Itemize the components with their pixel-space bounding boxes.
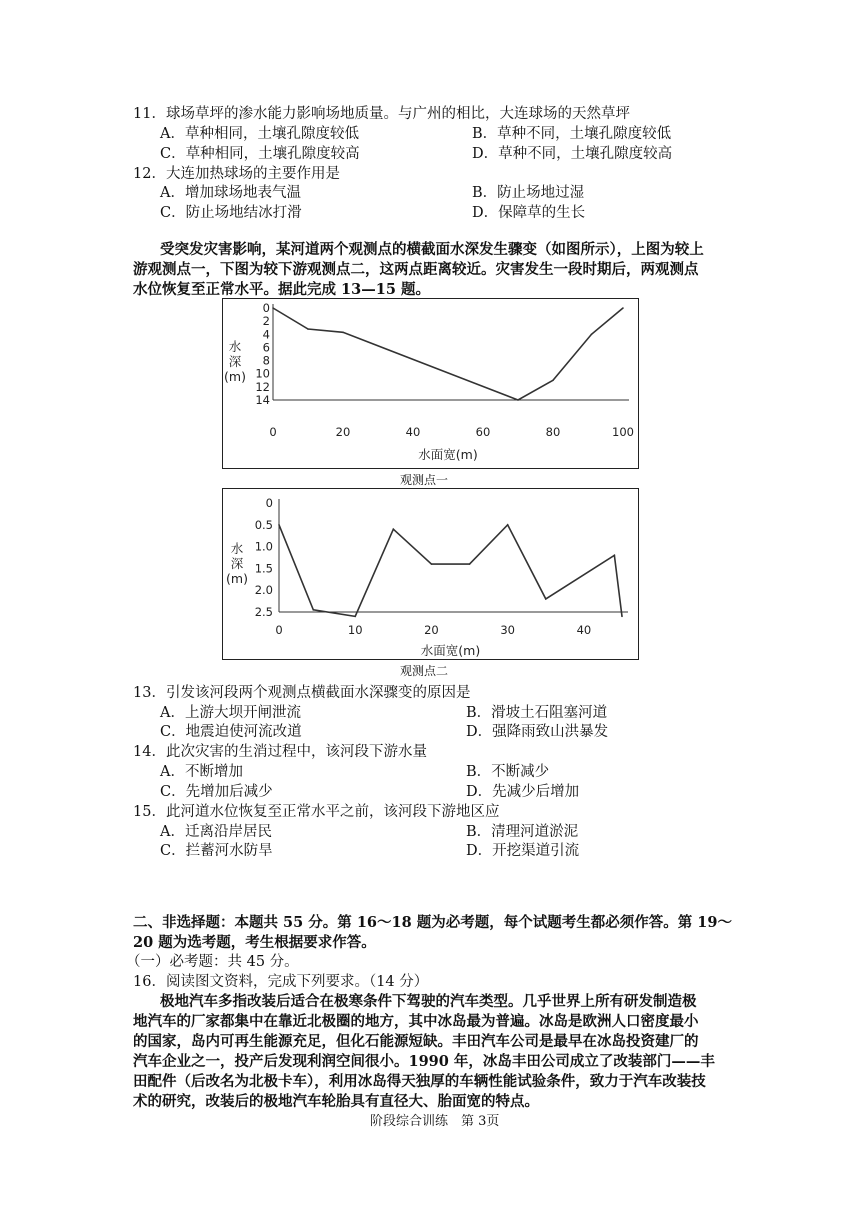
- q15-option-c: C．拦蓄河水防旱: [160, 843, 273, 859]
- passage2-line-1: 极地汽车多指改装后适合在极寒条件下驾驶的汽车类型。几乎世界上所有研发制造极: [160, 993, 697, 1010]
- chart2-data-point: [614, 555, 616, 557]
- chart1-x-tick-label: 0: [269, 425, 277, 439]
- q14-stem: 14．此次灾害的生消过程中，该河段下游水量: [133, 744, 427, 760]
- chart2-y-tick-label: 0.5: [254, 517, 273, 532]
- q14-option-d: D．先减少后增加: [466, 784, 580, 800]
- chart-observation-point-1: [222, 298, 639, 469]
- chart1-data-point: [552, 379, 554, 381]
- chart2-caption: 观测点二: [400, 664, 449, 678]
- subsection-required: （一）必考题：共 45 分。: [126, 954, 299, 970]
- chart1-y-tick-label: 2: [262, 314, 270, 329]
- chart2-y-tick-label: 1.0: [254, 539, 273, 554]
- q14-option-a: A．不断增加: [160, 764, 243, 780]
- chart2-series-line: [279, 525, 622, 617]
- passage1-line-1: 受突发灾害影响，某河道两个观测点的横截面水深发生骤变（如图所示），上图为较上: [160, 241, 704, 258]
- chart1-data-point: [272, 307, 274, 309]
- chart1-x-tick-label: 20: [335, 425, 351, 439]
- q13-option-a: A．上游大坝开闸泄流: [160, 705, 301, 721]
- chart1-x-tick-label: 60: [475, 425, 491, 439]
- chart1-y-tick-label: 4: [262, 327, 270, 342]
- chart1-y-axis-label: 水: [228, 339, 242, 354]
- chart1-caption: 观测点一: [400, 473, 449, 487]
- q11-option-a: A．草种相同，土壤孔隙度较低: [160, 126, 359, 142]
- q16-stem: 16．阅读图文资料，完成下列要求。（14 分）: [133, 974, 429, 990]
- passage2-line-6: 术的研究，改装后的极地汽车轮胎具有直径大、胎面宽的特点。: [133, 1093, 539, 1110]
- chart2-data-point: [507, 524, 509, 526]
- passage2-line-5: 田配件（后改名为北极卡车），利用冰岛得天独厚的车辆性能试验条件，致力于汽车改装技: [133, 1073, 706, 1090]
- chart1-y-tick-label: 12: [255, 379, 270, 394]
- q14-option-c: C．先增加后减少: [160, 784, 273, 800]
- q11-option-d: D．草种不同，土壤孔隙度较高: [472, 146, 673, 162]
- chart2-y-axis-label: 深: [230, 556, 244, 571]
- q15-stem: 15．此河道水位恢复至正常水平之前，该河段下游地区应: [133, 804, 500, 820]
- chart1-data-point: [307, 328, 309, 330]
- chart2-x-tick-label: 30: [500, 623, 515, 637]
- chart1-svg: [223, 299, 638, 468]
- passage2-line-2: 地汽车的厂家都集中在靠近北极圈的地方，其中冰岛最为普遍。冰岛是欧洲人口密度最小: [133, 1013, 699, 1030]
- chart2-data-point: [545, 598, 547, 600]
- passage2-line-4: 汽车企业之一，投产后发现利润空间很小。1990 年，冰岛丰田公司成立了改装部门——丰: [133, 1053, 715, 1070]
- q13-option-d: D．强降雨致山洪暴发: [466, 724, 609, 740]
- chart2-data-point: [621, 616, 623, 618]
- q15-option-a: A．迁离沿岸居民: [160, 824, 272, 840]
- chart2-x-tick-label: 0: [275, 623, 283, 637]
- chart1-y-tick-label: 0: [262, 301, 270, 315]
- q11-stem: 11．球场草坪的渗水能力影响场地质量。与广州的相比，大连球场的天然草坪: [133, 106, 630, 122]
- q11-option-b: B．草种不同，土壤孔隙度较低: [472, 126, 672, 142]
- q11-option-c: C．草种相同，土壤孔隙度较高: [160, 146, 360, 162]
- passage1-line-2: 游观测点一，下图为较下游观测点二，这两点距离较近。灾害发生一段时期后，两观测点: [133, 261, 699, 278]
- chart2-y-axis-label: (m): [226, 571, 248, 586]
- q12-option-b: B．防止场地过湿: [472, 185, 585, 201]
- chart1-x-tick-label: 80: [545, 425, 561, 439]
- chart1-data-point: [342, 332, 344, 334]
- chart2-data-point: [278, 524, 280, 526]
- chart2-data-point: [431, 563, 433, 565]
- chart2-y-tick-label: 2.0: [254, 583, 273, 598]
- passage1-line-3: 水位恢复至正常水平。据此完成 13—15 题。: [133, 281, 430, 298]
- chart2-y-tick-label: 2.5: [254, 605, 273, 619]
- chart1-x-tick-label: 100: [612, 425, 634, 439]
- q13-option-b: B．滑坡土石阻塞河道: [466, 705, 608, 721]
- chart2-data-point: [469, 563, 471, 565]
- chart1-x-axis-label: 水面宽(m): [418, 447, 478, 462]
- chart1-data-point: [517, 399, 519, 401]
- chart1-y-tick-label: 10: [255, 366, 270, 381]
- chart1-x-tick-label: 40: [405, 425, 421, 439]
- q14-option-b: B．不断减少: [466, 764, 550, 780]
- q15-option-b: B．清理河道淤泥: [466, 824, 579, 840]
- chart2-data-point: [313, 609, 315, 611]
- chart-observation-point-2: [222, 488, 639, 660]
- chart1-y-tick-label: 8: [262, 353, 270, 368]
- q15-option-d: D．开挖渠道引流: [466, 843, 580, 859]
- chart1-y-tick-label: 6: [262, 340, 270, 355]
- q12-stem: 12．大连加热球场的主要作用是: [133, 166, 340, 182]
- chart1-series-line: [273, 308, 623, 400]
- chart1-y-tick-label: 14: [255, 393, 270, 407]
- q12-option-d: D．保障草的生长: [472, 205, 586, 221]
- chart2-y-tick-label: 1.5: [254, 561, 273, 576]
- chart2-y-axis-label: 水: [230, 541, 244, 556]
- passage2-line-3: 的国家，岛内可再生能源充足，但化石能源短缺。丰田汽车公司是最早在冰岛投资建厂的: [133, 1033, 699, 1050]
- section2-heading-line-2: 20 题为选考题，考生根据要求作答。: [133, 934, 376, 951]
- q12-option-c: C．防止场地结冰打滑: [160, 205, 302, 221]
- chart1-y-axis-label: 深: [228, 354, 242, 369]
- chart2-svg: [223, 489, 638, 659]
- chart2-x-tick-label: 40: [576, 623, 592, 637]
- chart2-x-tick-label: 10: [347, 623, 363, 637]
- chart2-data-point: [354, 616, 356, 618]
- chart2-data-point: [393, 528, 395, 530]
- chart1-data-point: [622, 307, 624, 309]
- page-footer: 阶段综合训练 第 3页: [370, 1114, 500, 1129]
- q12-option-a: A．增加球场地表气温: [160, 185, 301, 201]
- chart1-data-point: [591, 333, 593, 335]
- section2-heading-line-1: 二、非选择题：本题共 55 分。第 16～18 题为必考题，每个试题考生都必须作答。第 19～: [133, 914, 732, 931]
- chart2-x-tick-label: 20: [424, 623, 439, 637]
- q13-stem: 13．引发该河段两个观测点横截面水深骤变的原因是: [133, 685, 471, 701]
- chart2-y-tick-label: 0: [265, 496, 273, 510]
- q13-option-c: C．地震迫使河流改道: [160, 724, 302, 740]
- chart2-x-axis-label: 水面宽(m): [420, 643, 481, 658]
- chart1-y-axis-label: (m): [224, 369, 246, 384]
